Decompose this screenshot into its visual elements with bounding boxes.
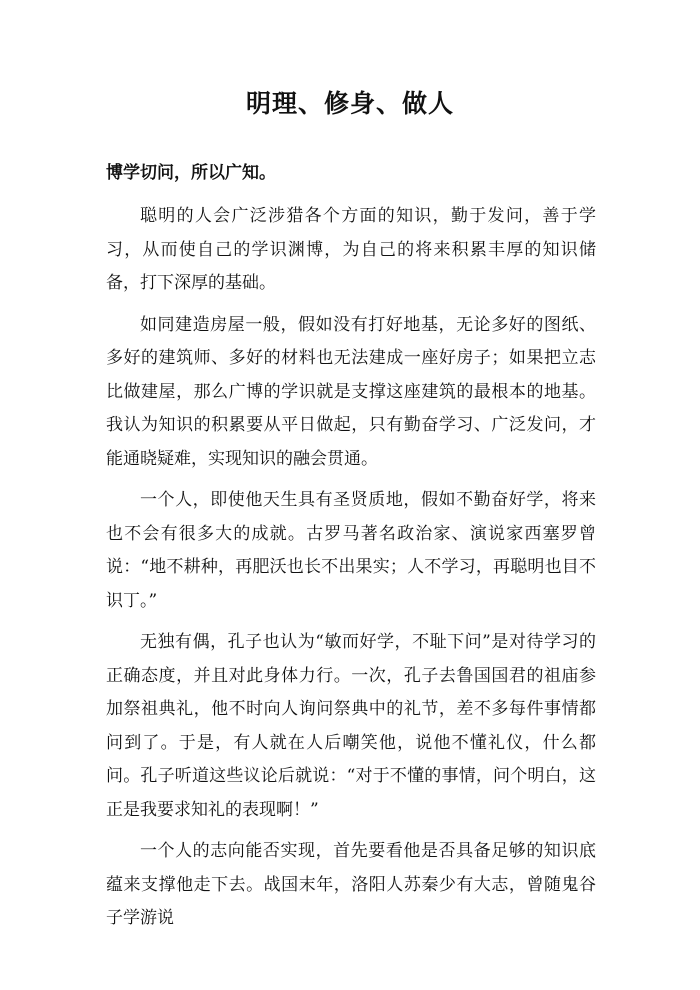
paragraph: 聪明的人会广泛涉猎各个方面的知识，勤于发问，善于学习，从而使自己的学识渊博，为自己的将来积累丰厚的知识储备，打下深厚的基础。 [106,206,596,293]
page-title: 明理、修身、做人 [245,89,454,118]
section-heading: 博学切问，所以广知。 [106,163,276,183]
paragraph: 如同建造房屋一般，假如没有打好地基，无论多好的图纸、多好的建筑师、多好的材料也无法建成一座好房子；如果把立志比做建屋，那么广博的学识就是支撑这座建筑的最根本的地基。我认为知识的积累要从平日做起，只有勤奋学习、广泛发问，才能通晓疑难，实现知识的融会贯通。 [106,314,596,469]
paragraph: 一个人，即使他天生具有圣贤质地，假如不勤奋好学，将来也不会有很多大的成就。古罗马著名政治家、演说家西塞罗曾说：“地不耕种，再肥沃也长不出果实；人不学习，再聪明也目不识丁。” [106,490,596,611]
body-text [106,200,596,944]
paragraph: 一个人的志向能否实现，首先要看他是否具备足够的知识底蕴来支撑他走下去。战国末年，洛阳人苏秦少有大志，曾随鬼谷子学游说 [106,841,596,928]
paragraph: 无独有偶，孔子也认为“敏而好学，不耻下问”是对待学习的正确态度，并且对此身体力行。一次，孔子去鲁国国君的祖庙参加祭祖典礼，他不时向人询问祭典中的礼节，差不多每件事情都问到了。于是，有人就在人后嘲笑他，说他不懂礼仪，什么都问。孔子听道这些议论后就说：“对于不懂的事情，问个明白，这正是我要求知礼的表现啊！” [106,632,596,820]
